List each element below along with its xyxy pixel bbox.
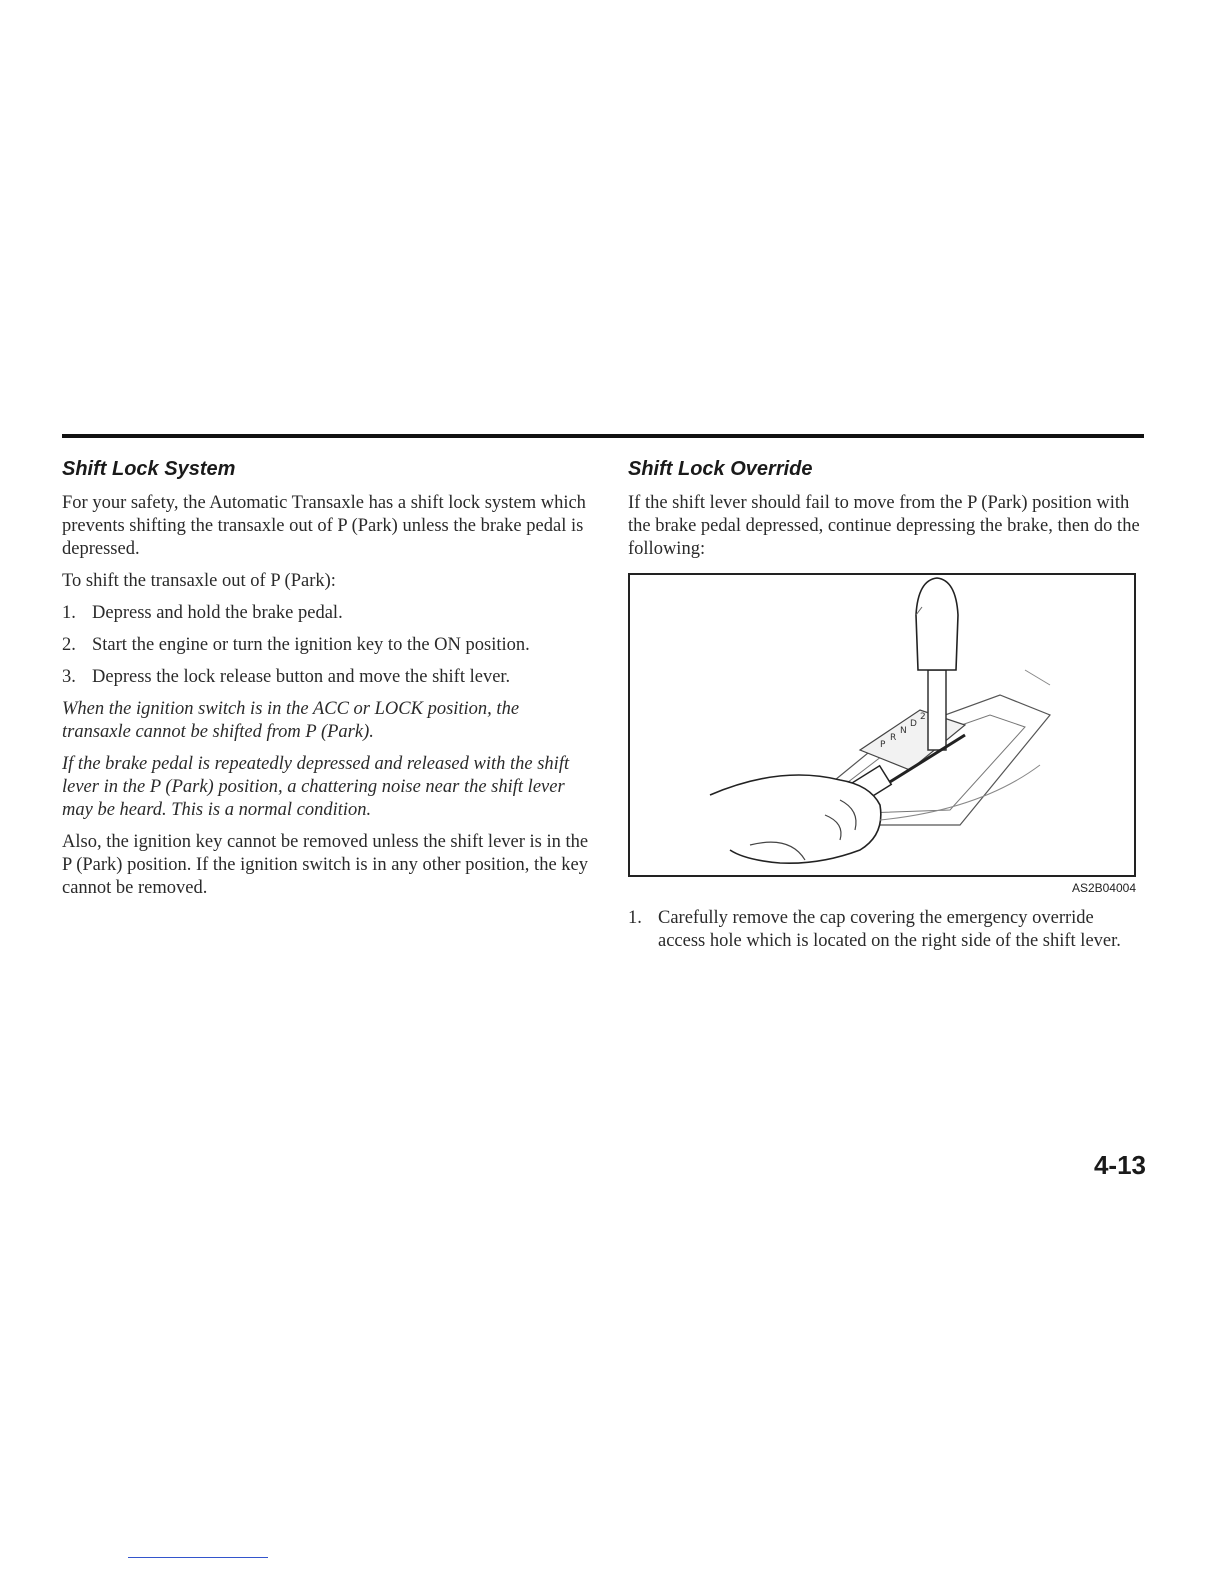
override-intro-paragraph: If the shift lever should fail to move from the P (Park) position with the brake pedal depressed, continue depressing the brake, then do the following: (628, 493, 1140, 559)
instruction-lead: To shift the transaxle out of P (Park): (62, 571, 336, 591)
step-number: 2. (62, 635, 76, 655)
section-heading-shift-lock-system: Shift Lock System (62, 458, 236, 480)
shift-lever-illustration (628, 573, 1136, 877)
svg-text:D: D (910, 719, 917, 729)
footer-rule (128, 1557, 268, 1558)
step-text: Depress and hold the brake pedal. (92, 603, 343, 623)
svg-text:P: P (880, 740, 886, 750)
list-item (62, 602, 592, 625)
step-text: Depress the lock release button and move the shift lever. (92, 667, 511, 687)
svg-text:N: N (900, 726, 907, 736)
note-chattering-noise: If the brake pedal is repeatedly depressed and released with the shift lever in the P (Park) position, a chattering noise near the shift lever may be heard. This is a normal condition. (62, 754, 570, 820)
step-text: Carefully remove the cap covering the emergency override access hole which is located on the right side of the shift lever. (658, 908, 1121, 951)
right-column (628, 456, 1144, 962)
override-steps-list (628, 907, 1144, 953)
figure-code: AS2B04004 (1071, 881, 1136, 895)
step-number: 1. (628, 908, 642, 928)
header-rule (62, 434, 1144, 438)
svg-text:2: 2 (920, 712, 926, 722)
svg-text:R: R (890, 733, 897, 743)
left-column (62, 456, 592, 909)
note-ignition-switch: When the ignition switch is in the ACC or LOCK position, the transaxle cannot be shifted from P (Park). (62, 699, 520, 742)
step-number: 1. (62, 603, 76, 623)
list-item (62, 634, 592, 657)
intro-paragraph: For your safety, the Automatic Transaxle has a shift lock system which prevents shifting the transaxle out of P (Park) unless the brake pedal is depressed. (62, 493, 586, 559)
shift-lever-drawing (630, 575, 1134, 875)
key-removal-paragraph: Also, the ignition key cannot be removed unless the shift lever is in the P (Park) position. If the ignition switch is in any other position, the key cannot be removed. (62, 832, 589, 898)
step-text: Start the engine or turn the ignition key to the ON position. (92, 635, 530, 655)
list-item (628, 907, 1144, 953)
page-number: 4-13 (1093, 1150, 1146, 1180)
steps-list (62, 602, 592, 689)
list-item (62, 666, 592, 689)
section-heading-shift-lock-override: Shift Lock Override (628, 458, 813, 480)
step-number: 3. (62, 667, 76, 687)
